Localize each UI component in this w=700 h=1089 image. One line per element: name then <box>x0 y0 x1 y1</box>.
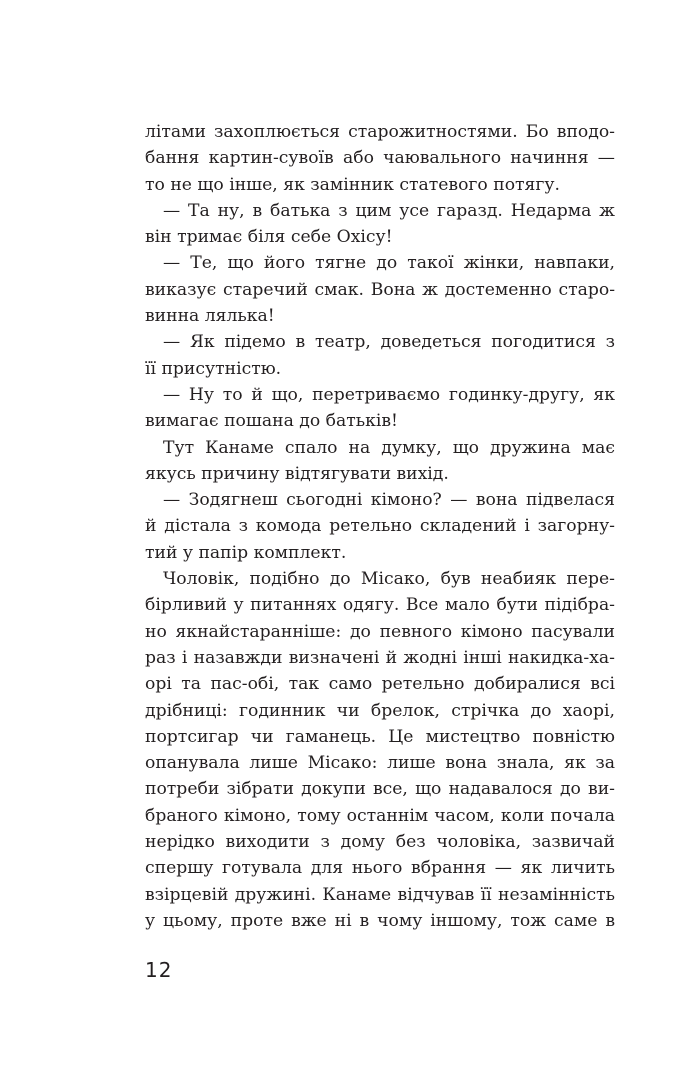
text-line: винна лялька! <box>145 306 275 327</box>
text-line: — Те, що його тягне до такої жінки, навпаки, <box>163 253 615 274</box>
text-line: якусь причину відтягувати вихід. <box>145 463 449 484</box>
text-line: й дістала з комода ретельно складений і загорну- <box>145 516 615 537</box>
text-line: раз і назавжди визначені й жодні інші накидка-ха- <box>145 647 615 668</box>
text-line: — Як підемо в театр, доведеться погодитися з <box>163 332 615 353</box>
text-line: потреби зібрати докупи все, що надавалося до ви- <box>145 779 615 800</box>
text-line: нерідко виходити з дому без чоловіка, зазвичай <box>145 832 615 853</box>
page-number: 12 <box>145 958 173 982</box>
text-line: бірливий у питаннях одягу. Все мало бути підібра- <box>145 595 615 616</box>
text-line: бання картин-сувоїв або чаювального начиння — <box>145 148 615 169</box>
body-text <box>145 119 615 934</box>
text-line: портсигар чи гаманець. Це мистецтво повністю <box>145 726 615 747</box>
text-line: Тут Канаме спало на думку, що дружина має <box>163 437 615 458</box>
text-line: — Зодягнеш сьогодні кімоно? — вона підвелася <box>163 490 615 511</box>
text-line: дрібниці: годинник чи брелок, стрічка до хаорі, <box>145 700 615 721</box>
text-line: у цьому, проте вже ні в чому іншому, тож саме в <box>145 910 615 931</box>
text-line: орі та пас-обі, так само ретельно добиралися всі <box>145 674 615 695</box>
text-line: то не що інше, як замінник статевого потягу. <box>145 174 560 195</box>
text-line: опанувала лише Місако: лише вона знала, як за <box>145 753 615 774</box>
text-line: браного кімоно, тому останнім часом, коли почала <box>145 805 615 826</box>
text-line: літами захоплюється старожитностями. Бо вподо- <box>145 122 615 142</box>
text-line: її присутністю. <box>145 358 282 379</box>
text-line: виказує старечий смак. Вона ж достеменно старо- <box>145 279 615 300</box>
text-line: взірцевій дружині. Канаме відчував її незамінність <box>145 884 615 905</box>
text-line: — Та ну, в батька з цим усе гаразд. Недарма ж <box>163 200 615 221</box>
text-line: спершу готувала для нього вбрання — як личить <box>145 858 615 879</box>
text-line: но якнайстаранніше: до певного кімоно пасували <box>145 621 615 642</box>
text-line: Чоловік, подібно до Місако, був неабияк пере- <box>163 569 615 590</box>
text-line: — Ну то й що, перетриваємо годинку-другу, як <box>163 384 615 405</box>
text-line: тий у папір комплект. <box>145 542 347 563</box>
text-line: він тримає біля себе Охісу! <box>145 227 393 248</box>
text-line: вимагає пошана до батьків! <box>145 411 398 432</box>
